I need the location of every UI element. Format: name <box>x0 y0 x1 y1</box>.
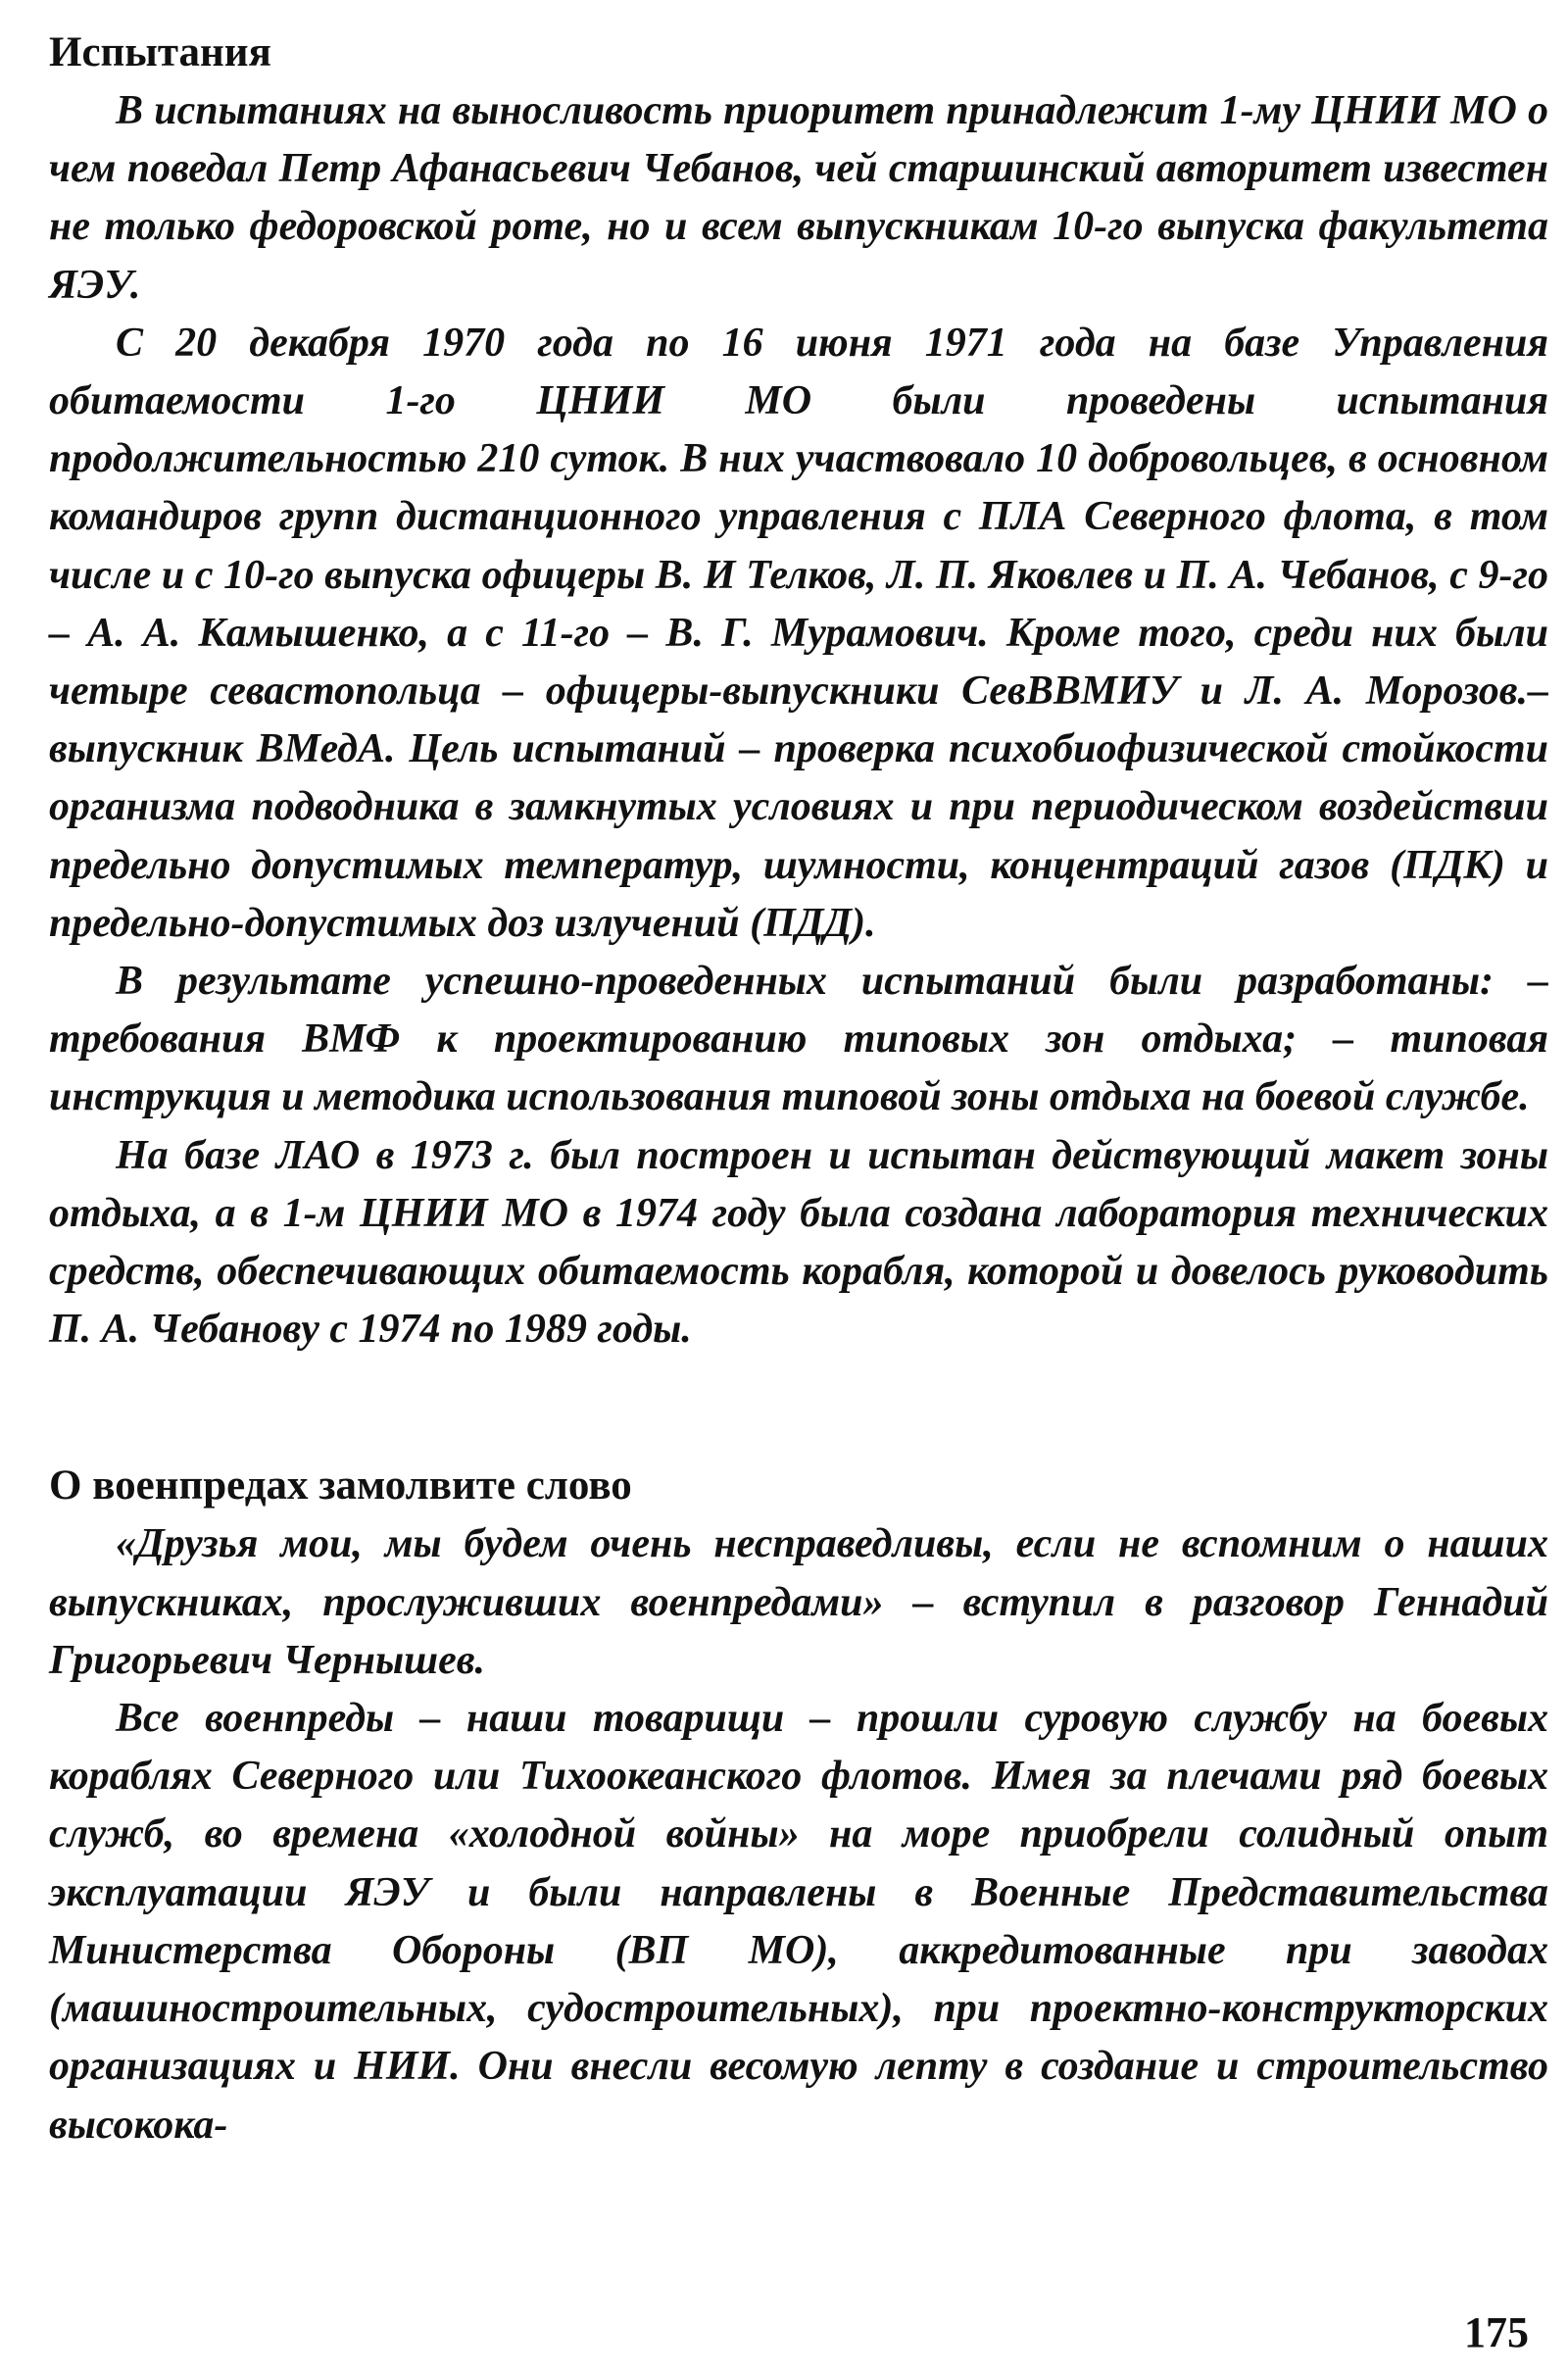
section-title-military-representatives: О военпредах замолвите слово <box>49 1462 632 1510</box>
book-page <box>49 24 1548 2356</box>
paragraph: «Друзья мои, мы будем очень несправедливы, если не вспомним о наших выпускниках, прослуживших военпредами» – вступил в разговор Геннадий Григорьевич Чернышев. <box>49 1521 1548 1683</box>
paragraph: В результате успешно-проведенных испытаний были разработаны: – требования ВМФ к проектированию типовых зон отдыха; – типовая инструкция и методика использования типовой зоны отдыха на боевой службе. <box>49 959 1548 1120</box>
paragraph: С 20 декабря 1970 года по 16 июня 1971 года на базе Управления обитаемости 1-го ЦНИИ МО были проведены испытания продолжительностью 210 суток. В них участвовало 10 добровольцев, в основном командиров групп дистанционного управления с ПЛА Северного флота, в том числе и с 10-го выпуска офицеры В. И Телков, Л. П. Яковлев и П. А. Чебанов, с 9-го – А. А. Камышенко, а с 11-го – В. Г. Мурамович. Кроме того, среди них были четыре севастопольца – офицеры-выпускники СевВВМИУ и Л. А. Морозов.– выпускник ВМедА. Цель испытаний – проверка психобиофизической стойкости организма подводника в замкнутых условиях и при периодическом воздействии предельно допустимых температур, шумности, концентраций газов (ПДК) и предельно-допустимых доз излучений (ПДД). <box>49 320 1548 946</box>
section-military-representatives <box>49 1457 1548 2154</box>
section-title-tests: Испытания <box>49 29 271 75</box>
paragraph: На базе ЛАО в 1973 г. был построен и испытан действующий макет зоны отдыха, а в 1-м ЦНИИ МО в 1974 году была создана лаборатория технических средств, обеспечивающих обитаемость корабля, которой и довелось руководить П. А. Чебанову с 1974 по 1989 годы. <box>49 1132 1548 1353</box>
page-number: 175 <box>1464 2308 1529 2356</box>
section-tests <box>49 24 1548 1359</box>
paragraph: Все военпреды – наши товарищи – прошли суровую службу на боевых кораблях Северного или Тихоокеанского флотов. Имея за плечами ряд боевых служб, во времена «холодной войны» на море приобрели солидный опыт эксплуатации ЯЭУ и были направлены в Военные Представительства Министерства Обороны (ВП МО), аккредитованные при заводах (машиностроительных, судостроительных), при проектно-конструкторских организациях и НИИ. Они внесли весомую лепту в создание и строительство высокока- <box>49 1696 1548 2148</box>
paragraph: В испытаниях на выносливость приоритет принадлежит 1-му ЦНИИ МО о чем поведал Петр Афанасьевич Чебанов, чей старшинский авторитет известен не только федоровской роте, но и всем выпускникам 10-го выпуска факультета ЯЭУ. <box>49 88 1548 308</box>
